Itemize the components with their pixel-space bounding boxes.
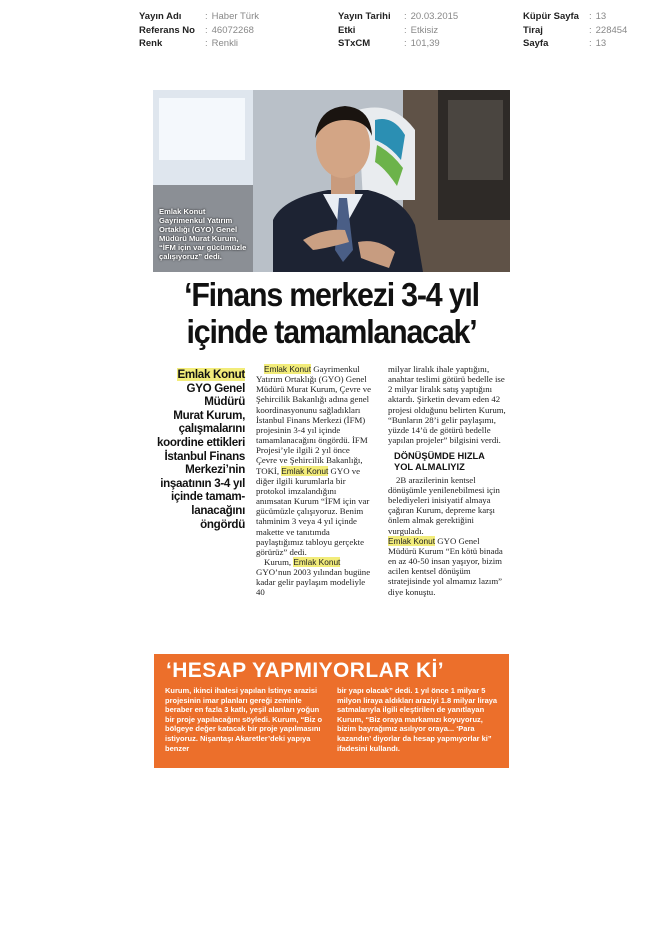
lead-line: İstanbul Finans bbox=[164, 449, 245, 463]
highlighted-name: Emlak Konut bbox=[388, 535, 436, 546]
caption-line: Ortaklığı (GYO) Genel bbox=[159, 225, 238, 234]
body-column-1 bbox=[256, 364, 372, 598]
body-column-2 bbox=[388, 364, 508, 597]
tarih-value: 20.03.2015 bbox=[410, 11, 459, 22]
lead-line: içinde tamam- bbox=[170, 490, 245, 504]
paragraph: Kurum, Emlak Konut GYO’nun 2003 yılından bugüne kadar gelir paylaşım modeliyle 40 bbox=[256, 556, 371, 598]
sayfa-value: 13 bbox=[595, 38, 607, 49]
paragraph: Emlak Konut Gayrimenkul Yatırım Ortaklığı (GYO) Genel Müdürü Murat Kurum, Çevre ve Şehircilik Bakanlığı adına genel koordinasyonunu sağladıkları İstanbul Finans Merkezi (İFM) projesinin 3-4 yıl içinde tamamlanacağını öngördü. İFM Projesi’yle ilgili 2 yıl önce Çevre ve Şehircilik Bakanlığı, TOKİ, Emlak Konut GYO ve diğer ilgili kurumlarla bir protokol imzalandığını anımsatan Kurum “İFM için var gücümüzle çalışıyoruz. Benim tahminim 3 veya 4 yıl içinde makette ve tanıtımda paylaştığımız tabloyu gerçekte görürüz” dedi. bbox=[256, 364, 372, 557]
clip-metadata-left: Yayın Adı : Haber Türk Referans No : 46072268 Renk : Renkli bbox=[139, 11, 259, 49]
portrait-photo bbox=[153, 90, 510, 272]
renk-value: Renkli bbox=[211, 38, 239, 49]
renk-label: Renk bbox=[139, 38, 163, 49]
highlighted-name: Emlak Konut bbox=[264, 364, 312, 374]
caption-line: “İFM için var gücümüzle bbox=[159, 243, 247, 252]
referans-label: Referans No bbox=[139, 24, 195, 36]
caption-line: Müdürü Murat Kurum, bbox=[159, 234, 239, 243]
lead-line: öngördü bbox=[200, 517, 245, 531]
headline bbox=[167, 276, 495, 350]
newspaper-clipping bbox=[153, 90, 510, 768]
stxcm-value: 101,39 bbox=[410, 38, 440, 49]
kupur-label: Küpür Sayfa bbox=[523, 11, 579, 22]
paragraph: Emlak Konut GYO Genel Müdürü Kurum “En kötü binada en az 40-50 insan yaşıyor, bizim acilen kentsel dönüşüm stratejisinde yol almamız lazım” diye konuştu. bbox=[388, 535, 503, 597]
lead-summary bbox=[153, 368, 245, 531]
etki-value: Etkisiz bbox=[410, 24, 439, 36]
highlighted-name: Emlak Konut bbox=[281, 465, 329, 476]
paragraph: milyar liralık ihale yaptığını, anahtar teslimi götürü bedelle ise 2 milyar liralık satış yaptığını aktardı. Şirketin devam eden 42 projesi olduğunu belirten Kurum, “Bunların 28’i gelir paylaşımı, yüzde 14’ü de götürü bedelle yapılan projeler” bilgisini verdi. bbox=[388, 364, 506, 446]
sidebar-box-text-left: Kurum, ikinci ihalesi yapılan İstinye arazisi projesinin imar planları gereği zeminle beraber en fazla 3 katlı, yeşil alanları yoğun bir proje yapılacağını söyledi. Kurum, “Biz o bölgeye değer katacak bir proje yapılmasını istiyoruz. Nişantaşı Akaretler’deki yapıya benzer bbox=[165, 686, 323, 753]
yayin-adi-value: Haber Türk bbox=[211, 11, 259, 22]
highlighted-name: Emlak Konut bbox=[293, 556, 341, 567]
subheading: DÖNÜŞÜMDE HIZLA YOL ALMALIYIZ bbox=[394, 451, 485, 472]
kupur-value: 13 bbox=[595, 11, 607, 22]
lead-line: çalışmalarını bbox=[178, 422, 245, 436]
paragraph: 2B arazilerinin kentsel dönüşümle yenilenebilmesi için belediyeleri inisiyatif almaya çağıran Kurum, depreme karşı önlem almak gerektiğini vurguladı. bbox=[388, 474, 500, 536]
stxcm-label: STxCM bbox=[338, 38, 371, 49]
sidebar-box bbox=[154, 654, 509, 768]
caption-line: Gayrimenkul Yatırım bbox=[159, 216, 233, 225]
lead-line: GYO Genel bbox=[186, 381, 245, 395]
etki-label: Etki bbox=[338, 24, 356, 36]
tiraj-label: Tiraj bbox=[523, 24, 543, 36]
lead-highlight: Emlak Konut bbox=[177, 368, 245, 381]
tarih-label: Yayın Tarihi bbox=[338, 11, 391, 22]
headline-line: içinde tamamlanacak’ bbox=[186, 313, 477, 350]
referans-value: 46072268 bbox=[211, 24, 254, 36]
lead-line: inşaatının 3-4 yıl bbox=[160, 476, 245, 490]
sidebar-box-text-right: bir yapı olacak” dedi. 1 yıl önce 1 milyar 5 milyon liraya aldıkları araziyi 1.8 milyar liraya satmalarıyla ilgili eleştirilen de yanıtlayan Kurum, “Biz oraya markamızı koyuyoruz, bizim bayrağımız asılıyor oraya... ‘Para kazandın’ diyorlar da hesap yapmıyorlar ki” ifadesini kullandı. bbox=[337, 686, 498, 753]
lead-line: Murat Kurum, bbox=[173, 408, 245, 422]
lead-line: lanacağını bbox=[191, 503, 245, 517]
headline-line: ‘Finans merkezi 3-4 yıl bbox=[184, 276, 479, 313]
caption-line: Emlak Konut bbox=[159, 207, 206, 216]
photo-caption bbox=[159, 207, 264, 261]
sayfa-label: Sayfa bbox=[523, 38, 549, 49]
yayin-adi-label: Yayın Adı bbox=[139, 11, 182, 22]
lead-line: Müdürü bbox=[204, 395, 245, 409]
sidebar-box-title: ‘HESAP YAPMIYORLAR Kİ’ bbox=[166, 659, 444, 682]
clip-metadata-middle: Yayın Tarihi : 20.03.2015 Etki : Etkisiz STxCM : 101,39 bbox=[338, 11, 459, 49]
clip-metadata-right: Küpür Sayfa : 13 Tiraj : 228454 Sayfa : 13 bbox=[523, 11, 628, 49]
lead-line: koordine ettikleri bbox=[156, 435, 245, 449]
tiraj-value: 228454 bbox=[595, 24, 628, 36]
caption-line: çalışıyoruz” dedi. bbox=[159, 252, 222, 261]
lead-line: Merkezi’nin bbox=[185, 463, 245, 477]
